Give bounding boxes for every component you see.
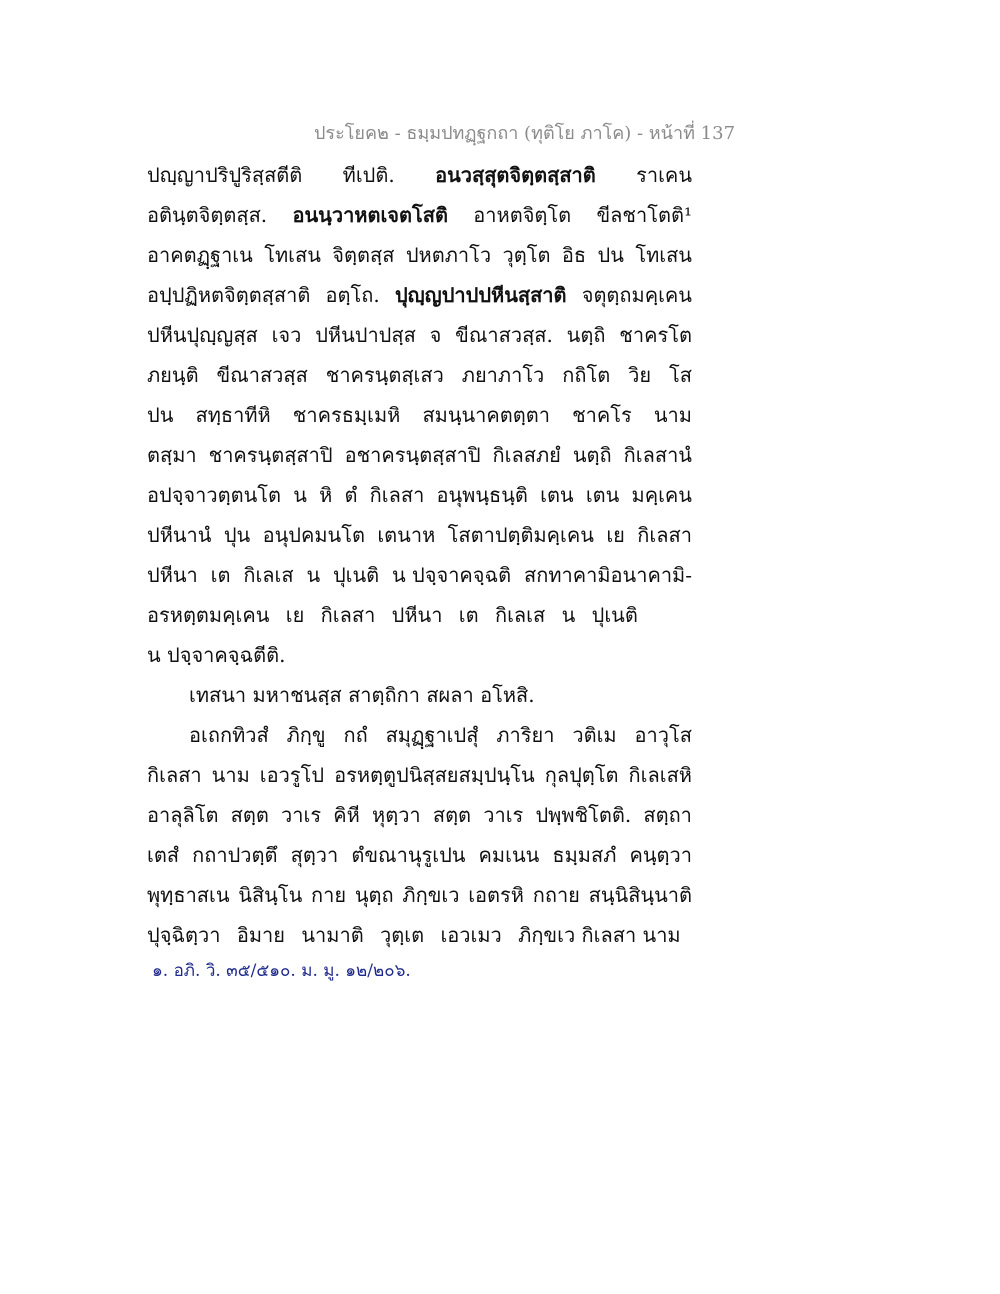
text-segment: ปุเนติ bbox=[591, 603, 638, 627]
text-segment: อตฺโถ. bbox=[325, 283, 380, 307]
text-segment: จตุตฺถมคฺเคน bbox=[581, 283, 692, 307]
text-segment: กิเลเสหิ bbox=[628, 763, 692, 787]
text-segment: โทเสน bbox=[264, 243, 321, 267]
text-line bbox=[147, 755, 692, 795]
text-segment: ปหีนานํ bbox=[147, 523, 212, 547]
text-segment: ชาครนฺตสฺเสว bbox=[325, 363, 444, 387]
text-segment: ตํ bbox=[344, 483, 358, 507]
text-segment: คนฺตฺวา bbox=[629, 843, 692, 867]
text-segment: ชาคโร bbox=[572, 403, 632, 427]
text-segment: คิหี bbox=[333, 803, 360, 827]
text-segment: อตินฺตจิตฺตสฺส. bbox=[147, 203, 268, 227]
text-segment: เทสนา มหาชนสฺส สาตฺถิกา สผลา อโหสิ. bbox=[189, 683, 535, 707]
text-segment: อนุปคมนโต bbox=[262, 523, 365, 547]
text-segment: วาเร bbox=[483, 803, 524, 827]
text-segment: ภาริยา bbox=[496, 723, 555, 747]
text-line bbox=[147, 795, 692, 835]
text-segment: กิเลเส bbox=[494, 603, 546, 627]
text-segment: ชาครโต bbox=[619, 323, 692, 347]
footnote: ๑. อภิ. วิ. ๓๕/๕๑๐. ม. มู. ๑๒/๒๐๖. bbox=[152, 961, 411, 981]
text-segment: อเถกทิวสํ bbox=[189, 723, 269, 747]
text-segment: กิเลสานํ bbox=[623, 443, 692, 467]
text-segment: โทเสน bbox=[635, 243, 692, 267]
text-segment: กาย bbox=[311, 883, 347, 907]
text-line bbox=[147, 155, 692, 195]
text-segment: นุตฺถ bbox=[354, 883, 394, 907]
text-segment: ปหตภาโว bbox=[405, 243, 492, 267]
text-segment: อชาครนฺตสฺสาปิ bbox=[344, 443, 481, 467]
text-segment: น ปจฺจาคจฺฉติ bbox=[392, 563, 512, 587]
text-segment: มคฺเคน bbox=[631, 483, 692, 507]
text-segment: นามาติ bbox=[301, 923, 364, 947]
text-segment: ตสฺมา bbox=[147, 443, 197, 467]
text-line bbox=[147, 195, 692, 235]
text-segment: อาหตจิตฺโต bbox=[473, 203, 572, 227]
text-segment: เตสํ bbox=[147, 843, 180, 867]
text-segment: ขีณาสวสฺส. bbox=[455, 323, 553, 347]
text-segment: ขีณาสวสฺส bbox=[216, 363, 308, 387]
text-segment: จ bbox=[429, 323, 442, 347]
text-line bbox=[147, 835, 692, 875]
text-segment: สกทาคามิอนาคามิ- bbox=[524, 563, 692, 587]
text-segment: อาลุลิโต bbox=[147, 803, 219, 827]
text-segment: โสตาปตฺติมคฺเคน bbox=[447, 523, 594, 547]
text-segment: วิย bbox=[628, 363, 652, 387]
text-segment: ปน bbox=[597, 243, 624, 267]
text-line bbox=[147, 275, 692, 315]
text-segment: ปหีนปุญฺญสฺส bbox=[147, 323, 258, 347]
text-segment: ปหีนา bbox=[147, 563, 198, 587]
text-segment: นาม bbox=[653, 403, 692, 427]
text-segment: เย bbox=[285, 603, 305, 627]
text-segment: ปหีนา bbox=[391, 603, 443, 627]
text-line bbox=[147, 435, 692, 475]
text-segment: กิเลสภยํ bbox=[492, 443, 561, 467]
text-segment: จิตฺตสฺส bbox=[332, 243, 395, 267]
bold-term: อนนฺวาหตเจตโสติ bbox=[292, 203, 448, 227]
text-segment: ภยาภาโว bbox=[461, 363, 545, 387]
text-segment: เตน bbox=[585, 483, 620, 507]
text-segment: ภยนฺติ bbox=[147, 363, 199, 387]
text-segment: อิธ bbox=[561, 243, 587, 267]
text-segment: นิสินฺโน bbox=[238, 883, 303, 907]
text-segment: ตํขณานุรูเปน bbox=[351, 843, 466, 867]
text-segment: กถํ bbox=[343, 723, 368, 747]
text-segment: ปหีนปาปสฺส bbox=[315, 323, 416, 347]
text-segment: อาวุโส bbox=[634, 723, 692, 747]
text-segment: ภิกฺขเว bbox=[402, 883, 460, 907]
text-segment: กิเลสา bbox=[147, 763, 202, 787]
text-segment: กิเลสา bbox=[637, 523, 692, 547]
text-segment: นตฺถิ bbox=[572, 443, 612, 467]
text-segment: เจว bbox=[271, 323, 302, 347]
text-segment: ปน bbox=[147, 403, 174, 427]
text-segment: ภิกฺขู bbox=[286, 723, 326, 747]
text-segment: เอวรูโป bbox=[259, 763, 325, 787]
text-line bbox=[147, 915, 692, 955]
text-segment: ปุเนติ bbox=[332, 563, 380, 587]
text-segment: วุตฺโต bbox=[502, 243, 551, 267]
bold-term: ปุญฺญปาปปหีนสฺสาติ bbox=[394, 283, 567, 307]
text-segment: ทีเปติ. bbox=[342, 163, 395, 187]
text-segment: ขีลชาโตติ¹ bbox=[596, 203, 692, 227]
text-segment: กิเลสา bbox=[369, 483, 425, 507]
text-segment: กิเลเส bbox=[243, 563, 294, 587]
text-segment: เอตรหิ bbox=[468, 883, 524, 907]
text-segment: กถาปวตฺตึ bbox=[192, 843, 278, 867]
text-line bbox=[147, 235, 692, 275]
text-segment: วาเร bbox=[281, 803, 322, 827]
text-segment: กิเลสา bbox=[320, 603, 376, 627]
text-line bbox=[147, 355, 692, 395]
body-text bbox=[147, 155, 692, 955]
text-segment: กถิโต bbox=[562, 363, 611, 387]
text-segment: เต bbox=[210, 563, 231, 587]
text-segment: ชาครธมฺเมหิ bbox=[292, 403, 401, 427]
text-segment: สมุฏฺฐาเปสุํ bbox=[385, 723, 479, 747]
text-segment: ราเคน bbox=[636, 163, 692, 187]
text-segment: เย bbox=[606, 523, 625, 547]
text-line bbox=[147, 515, 692, 555]
text-segment: คมเนน bbox=[478, 843, 540, 867]
text-segment: วุตฺเต bbox=[380, 923, 425, 947]
text-line bbox=[147, 635, 692, 675]
text-line bbox=[147, 395, 692, 435]
text-segment: หุตฺวา bbox=[372, 803, 421, 827]
text-line bbox=[147, 475, 692, 515]
text-segment: ชาครนฺตสฺสาปิ bbox=[208, 443, 333, 467]
text-segment: กุลปุตฺโต bbox=[544, 763, 619, 787]
text-segment: โส bbox=[669, 363, 692, 387]
text-segment: อนุพนฺธนฺติ bbox=[436, 483, 528, 507]
text-segment: ปพฺพชิโตติ. bbox=[535, 803, 632, 827]
text-segment: สุตฺวา bbox=[290, 843, 339, 867]
text-segment: น bbox=[293, 483, 307, 507]
text-segment: ปญฺญาปริปูริสฺสตีติ bbox=[147, 163, 303, 187]
page-header: ประโยค๒ - ธมฺมปทฏฺฐกถา (ทุติโย ภาโค) - หน้าที่ 137 bbox=[314, 123, 736, 144]
text-segment: น bbox=[561, 603, 576, 627]
text-segment: วติเม bbox=[572, 723, 617, 747]
text-segment: น bbox=[306, 563, 321, 587]
text-segment: สทฺธาทีหิ bbox=[195, 403, 271, 427]
text-segment: สมนฺนาคตตฺตา bbox=[422, 403, 550, 427]
bold-term: อนวสฺสุตจิตฺตสฺสาติ bbox=[435, 163, 596, 187]
text-segment: น ปจฺจาคจฺฉตีติ. bbox=[147, 643, 286, 667]
text-line bbox=[147, 595, 692, 635]
text-segment: นาม bbox=[211, 763, 250, 787]
text-segment: อาคตฏฺฐาเน bbox=[147, 243, 253, 267]
text-segment: สนฺนิสินฺนาติ bbox=[588, 883, 692, 907]
text-line bbox=[147, 875, 692, 915]
text-segment: ปุจฺฉิตฺวา bbox=[147, 923, 221, 947]
text-line bbox=[147, 675, 692, 715]
text-segment: เตน bbox=[540, 483, 574, 507]
text-segment: สตฺถา bbox=[643, 803, 692, 827]
text-segment: ธมฺมสภํ bbox=[552, 843, 617, 867]
text-segment: ปุน bbox=[223, 523, 251, 547]
text-segment: อปฺปฏิหตจิตฺตสฺสาติ bbox=[147, 283, 311, 307]
text-segment: อรหตฺตมคฺเคน bbox=[147, 603, 270, 627]
text-segment: เต bbox=[458, 603, 479, 627]
text-segment: อิมาย bbox=[236, 923, 286, 947]
text-segment: อรหตฺตูปนิสฺสยสมฺปนฺโน bbox=[334, 763, 535, 787]
text-line bbox=[147, 555, 692, 595]
text-segment: เอวเมว bbox=[440, 923, 502, 947]
text-segment: อปจฺจาวตฺตนโต bbox=[147, 483, 281, 507]
text-segment: สตฺต bbox=[230, 803, 269, 827]
text-segment: ภิกฺขเว กิเลสา นาม bbox=[518, 923, 681, 947]
text-segment: กถาย bbox=[532, 883, 580, 907]
text-segment: สตฺต bbox=[432, 803, 472, 827]
text-segment: หิ bbox=[319, 483, 333, 507]
text-segment: นตฺถิ bbox=[566, 323, 606, 347]
text-line bbox=[147, 315, 692, 355]
text-segment: พุทฺธาสเน bbox=[147, 883, 230, 907]
text-line bbox=[147, 715, 692, 755]
text-segment: เตนาห bbox=[377, 523, 436, 547]
